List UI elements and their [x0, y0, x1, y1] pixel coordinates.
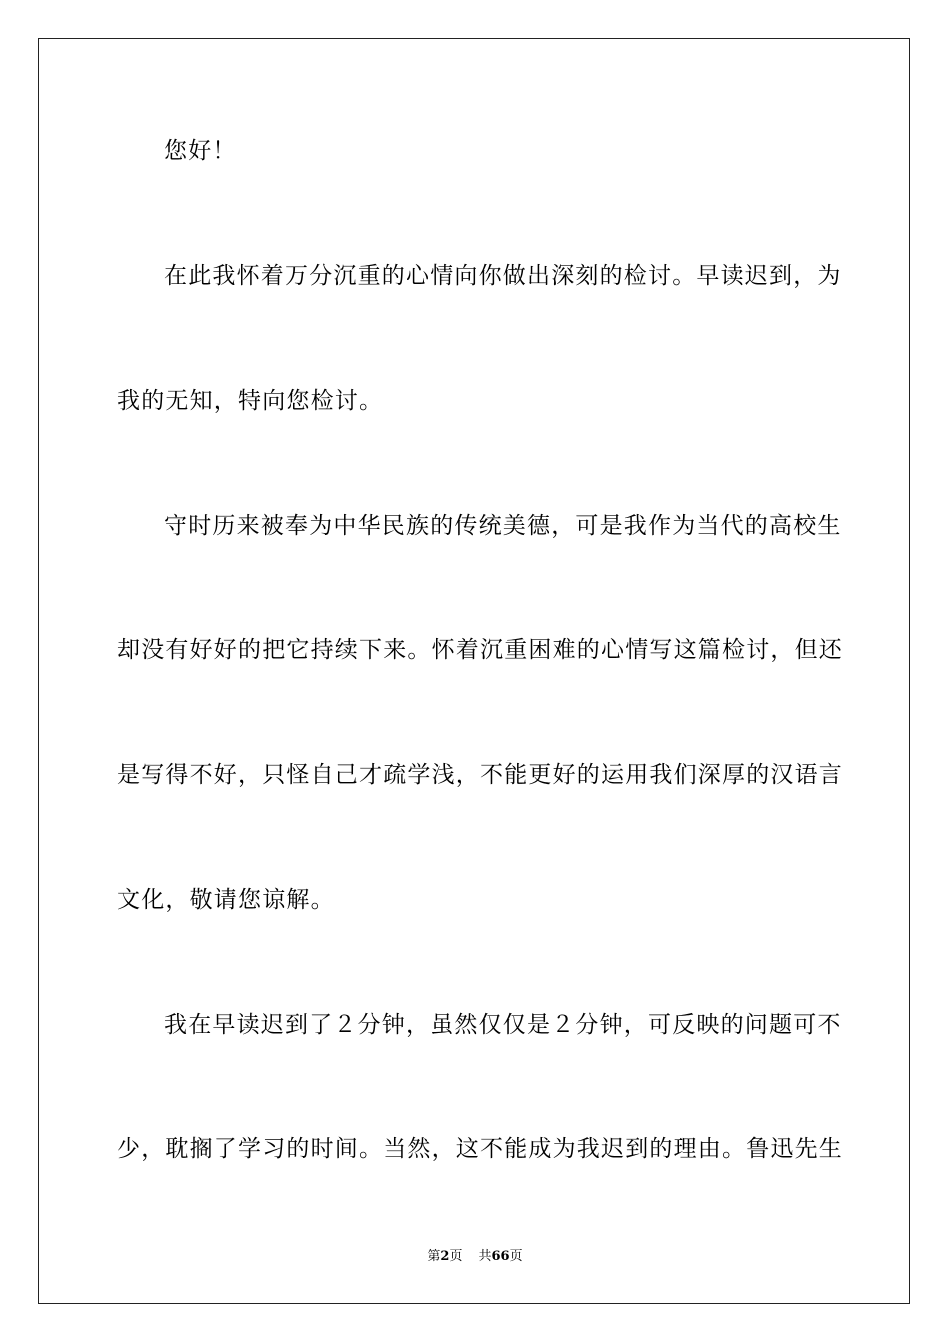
paragraph-2-line-2: 却没有好好的把它持续下来。怀着沉重困难的心情写这篇检讨，但还 [117, 637, 843, 663]
total-pages: 66 [491, 1249, 510, 1264]
page-border [38, 38, 910, 1304]
page-footer [0, 1249, 950, 1265]
paragraph-1-line-1: 在此我怀着万分沉重的心情向你做出深刻的检讨。早读迟到，为 [164, 263, 842, 289]
paragraph-1-line-2: 我的无知，特向您检讨。 [117, 388, 384, 414]
paragraph-3-line-2: 少，耽搁了学习的时间。当然，这不能成为我迟到的理由。鲁迅先生 [117, 1136, 843, 1162]
page-prefix: 第 [427, 1249, 441, 1264]
page-suffix: 页 [449, 1249, 463, 1264]
paragraph-2-line-3: 是写得不好，只怪自己才疏学浅，不能更好的运用我们深厚的汉语言 [117, 762, 843, 788]
paragraph-2-line-4: 文化，敬请您谅解。 [117, 887, 335, 913]
total-prefix: 共 [478, 1249, 492, 1264]
paragraph-3-line-1: 我在早读迟到了２分钟，虽然仅仅是２分钟，可反映的问题可不 [164, 1012, 842, 1038]
total-suffix: 页 [509, 1249, 523, 1264]
greeting-line: 您好！ [164, 138, 237, 164]
page-number: 2 [440, 1249, 450, 1264]
paragraph-2-line-1: 守时历来被奉为中华民族的传统美德，可是我作为当代的高校生 [164, 513, 842, 539]
